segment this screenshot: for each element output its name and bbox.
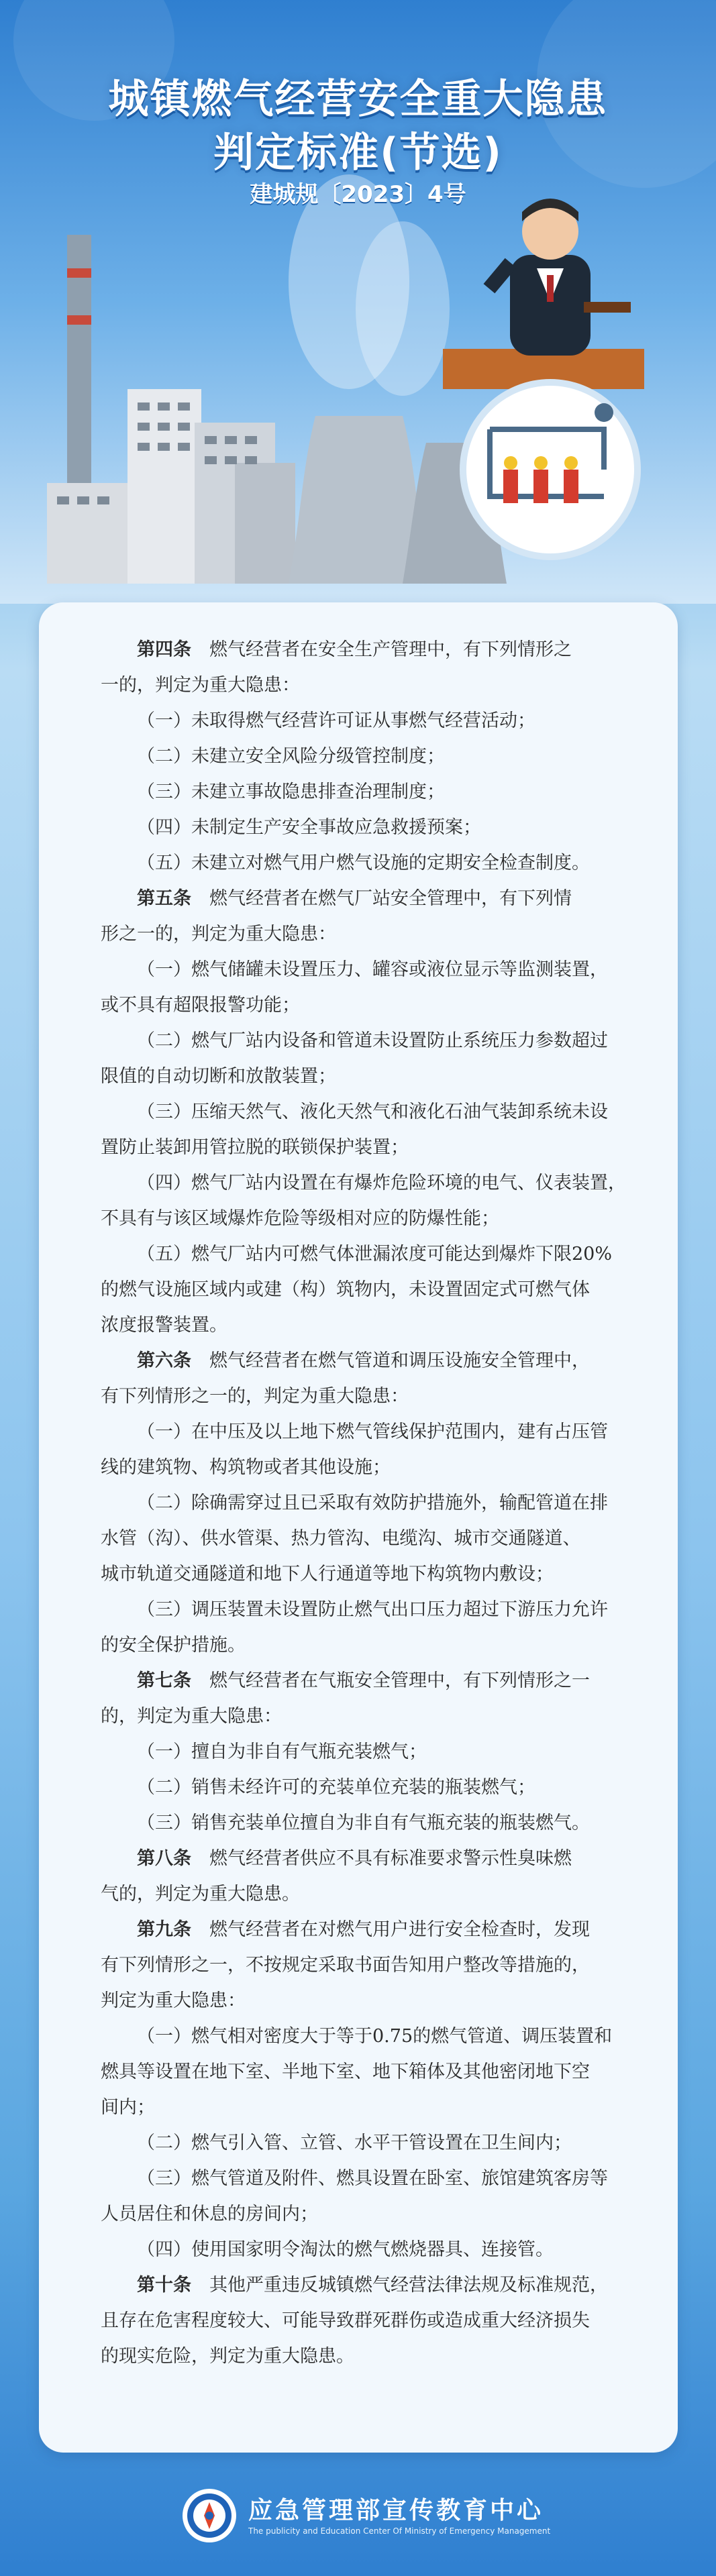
text-line (101, 987, 646, 1023)
text-line (101, 2054, 646, 2090)
line-text: （四）使用国家明令淘汰的燃气燃烧器具、连接管。 (137, 2239, 554, 2260)
line-text: 一的，判定为重大隐患： (101, 675, 300, 696)
line-text: （三）销售充装单位擅自为非自有气瓶充装的瓶装燃气。 (137, 1813, 590, 1833)
text-line (101, 1912, 646, 1947)
regulation-text (101, 602, 646, 2374)
text-line (101, 774, 646, 810)
line-text: （三）燃气管道及附件、燃具设置在卧室、旅馆建筑客房等 (137, 2168, 608, 2189)
line-text: 的，判定为重大隐患： (101, 1706, 282, 1727)
text-line (101, 1094, 646, 1130)
text-line (101, 1556, 646, 1592)
text-line (101, 2125, 646, 2161)
text-line (101, 1734, 646, 1770)
text-line (101, 1521, 646, 1556)
line-text: 其他严重违反城镇燃气经营法律法规及标准规范， (191, 2275, 608, 2296)
text-line (101, 1236, 646, 1272)
text-line (101, 2267, 646, 2303)
line-text: （二）销售未经许可的充装单位充装的瓶装燃气； (137, 1777, 535, 1798)
text-line (101, 1627, 646, 1663)
text-line (101, 1983, 646, 2019)
line-text: （四）燃气厂站内设置在有爆炸危险环境的电气、仪表装置， (137, 1173, 626, 1193)
text-line (101, 1841, 646, 1876)
line-text: 气的，判定为重大隐患。 (101, 1884, 300, 1904)
line-text: 燃气经营者在燃气管道和调压设施安全管理中， (191, 1350, 590, 1371)
line-text: 的燃气设施区域内或建（构）筑物内，未设置固定式可燃气体 (101, 1279, 590, 1300)
title-line2: 判定标准(节选) (213, 129, 503, 176)
line-text: （一）燃气储罐未设置压力、罐容或液位显示等监测装置， (137, 959, 608, 980)
line-text: （二）燃气厂站内设备和管道未设置防止系统压力参数超过 (137, 1030, 608, 1051)
text-line (101, 2090, 646, 2125)
document-number: 建城规〔2023〕4号 (250, 181, 466, 208)
text-line (101, 1947, 646, 1983)
text-line (101, 916, 646, 952)
line-text: （二）未建立安全风险分级管控制度； (137, 746, 445, 767)
text-line (101, 2196, 646, 2232)
content-card (39, 602, 678, 2453)
text-line (101, 632, 646, 667)
article-number: 第四条 (137, 639, 191, 660)
text-line (101, 1663, 646, 1699)
line-text: 不具有与该区域爆炸危险等级相对应的防爆性能； (101, 1208, 499, 1229)
line-text: 人员居住和休息的房间内； (101, 2204, 318, 2224)
text-line (101, 1343, 646, 1379)
line-text: 的安全保护措施。 (101, 1635, 246, 1656)
article-number: 第十条 (137, 2275, 191, 2296)
text-line (101, 1770, 646, 1805)
article-number: 第五条 (137, 888, 191, 909)
article-number: 第八条 (137, 1848, 191, 1869)
title-line1: 城镇燃气经营安全重大隐患 (108, 76, 608, 123)
line-text: （二）燃气引入管、立管、水平干管设置在卫生间内； (137, 2133, 572, 2153)
text-line (101, 1805, 646, 1841)
text-line (101, 1379, 646, 1414)
line-text: （三）调压装置未设置防止燃气出口压力超过下游压力允许 (137, 1599, 608, 1620)
text-line (101, 2303, 646, 2339)
line-text: 燃气经营者在安全生产管理中，有下列情形之 (191, 639, 572, 660)
text-line (101, 2232, 646, 2267)
line-text: 燃气经营者在气瓶安全管理中，有下列情形之一 (191, 1670, 590, 1691)
line-text: （三）压缩天然气、液化天然气和液化石油气装卸系统未设 (137, 1102, 608, 1122)
line-text: 的现实危险，判定为重大隐患。 (101, 2346, 354, 2367)
hero-illustration (0, 0, 716, 604)
org-name: 应急管理部宣传教育中心 (248, 2497, 544, 2524)
line-text: 线的建筑物、构筑物或者其他设施； (101, 1457, 391, 1478)
article-number: 第九条 (137, 1919, 191, 1940)
text-line (101, 1485, 646, 1521)
text-line (101, 1414, 646, 1450)
line-text: （一）燃气相对密度大于等于0.75的燃气管道、调压装置和 (137, 2026, 613, 2047)
line-text: 有下列情形之一，不按规定采取书面告知用户整改等措施的， (101, 1955, 590, 1976)
text-line (101, 1130, 646, 1165)
line-text: 浓度报警装置。 (101, 1315, 227, 1336)
text-line (101, 1165, 646, 1201)
line-text: 间内； (101, 2097, 155, 2118)
text-line (101, 881, 646, 916)
line-text: 有下列情形之一的，判定为重大隐患： (101, 1386, 409, 1407)
line-text: 城市轨道交通隧道和地下人行通道等地下构筑物内敷设； (101, 1564, 554, 1585)
text-line (101, 1592, 646, 1627)
line-text: 燃气经营者在对燃气用户进行安全检查时，发现 (191, 1919, 590, 1940)
text-line (101, 810, 646, 845)
article-number: 第六条 (137, 1350, 191, 1371)
org-name-en: The publicity and Education Center Of Ministry of Emergency Management (248, 2526, 551, 2536)
line-text: 燃具等设置在地下室、半地下室、地下箱体及其他密闭地下空 (101, 2061, 590, 2082)
article-number: 第七条 (137, 1670, 191, 1691)
text-line (101, 1876, 646, 1912)
text-line (101, 703, 646, 739)
text-line (101, 1699, 646, 1734)
text-line (101, 1201, 646, 1236)
text-line (101, 2019, 646, 2054)
emergency-management-logo (181, 2487, 238, 2544)
line-text: （二）除确需穿过且已采取有效防护措施外，输配管道在排 (137, 1493, 608, 1513)
text-line (101, 1307, 646, 1343)
line-text: 燃气经营者供应不具有标准要求警示性臭味燃 (191, 1848, 572, 1869)
text-line (101, 2161, 646, 2196)
line-text: （一）擅自为非自有气瓶充装燃气； (137, 1741, 427, 1762)
line-text: （三）未建立事故隐患排查治理制度； (137, 782, 445, 802)
text-line (101, 952, 646, 987)
text-line (101, 667, 646, 703)
text-line (101, 845, 646, 881)
text-line (101, 2339, 646, 2374)
line-text: （一）在中压及以上地下燃气管线保护范围内，建有占压管 (137, 1421, 608, 1442)
line-text: （五）燃气厂站内可燃气体泄漏浓度可能达到爆炸下限20% (137, 1244, 613, 1265)
text-line (101, 1023, 646, 1059)
line-text: （四）未制定生产安全事故应急救援预案； (137, 817, 481, 838)
text-line (101, 739, 646, 774)
footer (0, 2482, 716, 2556)
line-text: 水管（沟）、供水管渠、热力管沟、电缆沟、城市交通隧道、 (101, 1528, 581, 1549)
line-text: 限值的自动切断和放散装置； (101, 1066, 336, 1087)
line-text: 燃气经营者在燃气厂站安全管理中，有下列情 (191, 888, 572, 909)
line-text: 置防止装卸用管拉脱的联锁保护装置； (101, 1137, 409, 1158)
text-line (101, 1059, 646, 1094)
text-line (101, 1450, 646, 1485)
line-text: 形之一的，判定为重大隐患： (101, 924, 336, 945)
line-text: 且存在危害程度较大、可能导致群死群伤或造成重大经济损失 (101, 2310, 590, 2331)
line-text: （一）未取得燃气经营许可证从事燃气经营活动； (137, 710, 535, 731)
text-line (101, 1272, 646, 1307)
line-text: 判定为重大隐患： (101, 1990, 246, 2011)
line-text: 或不具有超限报警功能； (101, 995, 300, 1016)
line-text: （五）未建立对燃气用户燃气设施的定期安全检查制度。 (137, 853, 590, 873)
